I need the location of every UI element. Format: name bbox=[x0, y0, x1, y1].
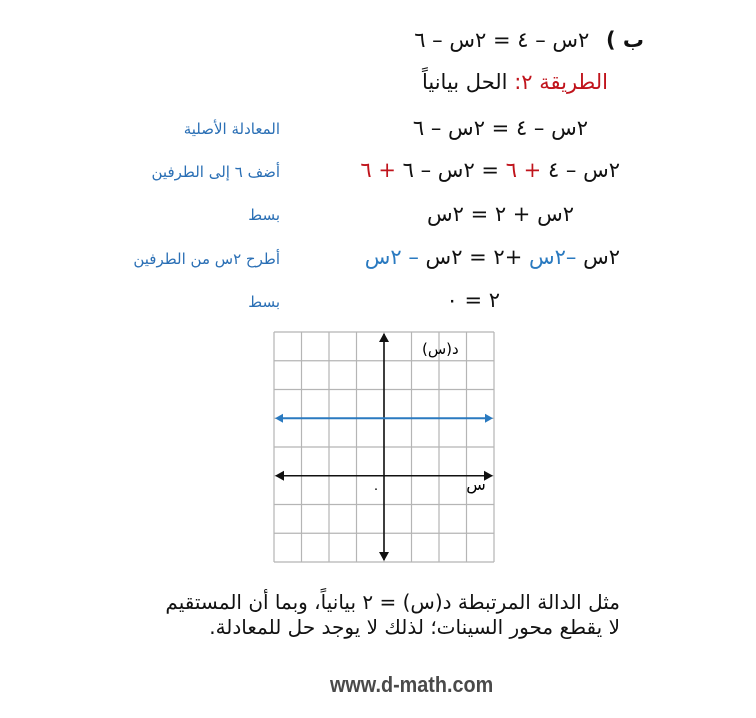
part-label: ب ) bbox=[605, 28, 644, 52]
equation-right: = ٢س – ٦ bbox=[395, 158, 506, 182]
equation-right: +٢ = ٢س bbox=[418, 245, 529, 269]
problem-equation: ٢س – ٤ = ٢س – ٦ bbox=[414, 28, 590, 52]
step-equation-simplify-2 bbox=[446, 288, 500, 312]
method-title bbox=[422, 70, 608, 94]
origin-label: ٠ bbox=[372, 482, 380, 497]
x-axis-label: س bbox=[466, 475, 486, 494]
function-graph bbox=[272, 330, 496, 564]
step-note-subtract-2x: أطرح ٢س من الطرفين bbox=[133, 250, 280, 268]
step-equation-add-six bbox=[360, 158, 620, 182]
step-note-add-six: أضف ٦ إلى الطرفين bbox=[151, 163, 280, 181]
equation-left: ٢س bbox=[576, 245, 620, 269]
y-axis-label: د(س) bbox=[422, 340, 459, 358]
series-arrow-right bbox=[485, 414, 493, 423]
y-axis-arrow-down bbox=[379, 552, 389, 561]
problem-heading bbox=[414, 28, 644, 52]
step-equation-original bbox=[413, 116, 588, 140]
explanation-text: مثل الدالة المرتبطة د(س) = ٢ بيانياً، وبما أن المستقيم لا يقطع محور السينات؛ لذلك لا يوجد حل للمعادلة. bbox=[165, 590, 620, 639]
equation-text: ٢س – ٤ = ٢س – ٦ bbox=[412, 116, 588, 140]
step-equation-simplify-1 bbox=[427, 202, 574, 226]
method-prefix: الطريقة ٢: bbox=[514, 70, 608, 94]
step-note-simplify-2: بسط bbox=[248, 293, 280, 311]
step-note-original: المعادلة الأصلية bbox=[183, 120, 280, 138]
step-equation-subtract-2x bbox=[365, 245, 620, 269]
step-note-simplify-1: بسط bbox=[248, 206, 280, 224]
method-name: الحل بيانياً bbox=[421, 70, 508, 94]
website-watermark: www.d-math.com bbox=[330, 672, 494, 697]
series-arrow-left bbox=[275, 414, 283, 423]
y-axis-arrow-up bbox=[379, 333, 389, 342]
subtracted-term-left: –٢س bbox=[528, 245, 577, 269]
equation-text: ٢س + ٢ = ٢س bbox=[426, 202, 574, 226]
added-term-left: + ٦ bbox=[505, 158, 542, 182]
x-axis-arrow-left bbox=[275, 471, 284, 481]
equation-text: ٢ = ٠ bbox=[446, 288, 500, 312]
added-term-right: + ٦ bbox=[360, 158, 396, 182]
equation-left: ٢س – ٤ bbox=[541, 158, 620, 182]
subtracted-term-right: – ٢س bbox=[364, 245, 419, 269]
